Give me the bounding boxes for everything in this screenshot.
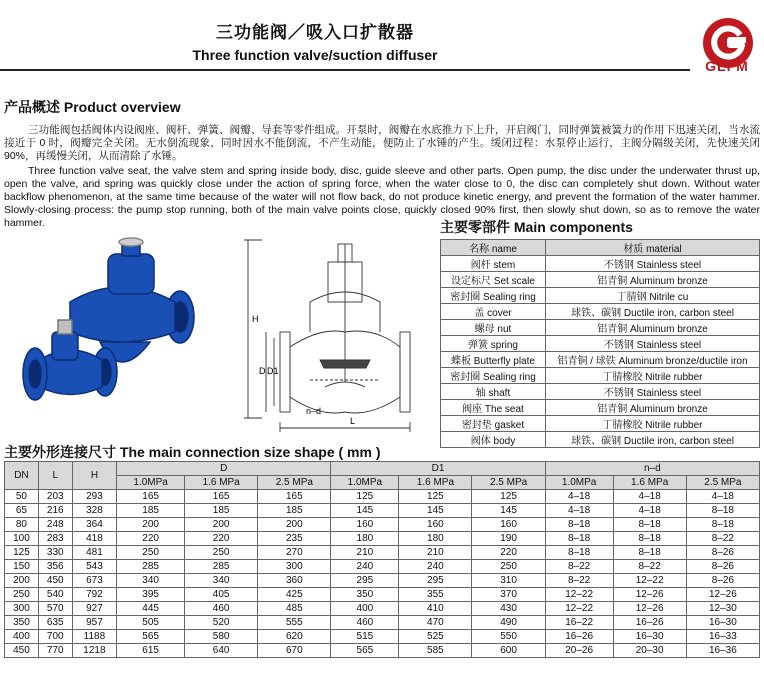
dimension-cell: 470 bbox=[399, 616, 472, 630]
dimension-cell: 210 bbox=[399, 546, 472, 560]
dimension-cell: 8–26 bbox=[686, 560, 759, 574]
dimension-cell: 310 bbox=[472, 574, 545, 588]
dimension-cell: 8–18 bbox=[613, 518, 686, 532]
dimension-cell: 8–22 bbox=[545, 574, 613, 588]
component-row bbox=[441, 400, 760, 416]
dimension-cell: 160 bbox=[472, 518, 545, 532]
pressure-header: 1.0MPa bbox=[117, 476, 185, 490]
dimension-cell: 792 bbox=[72, 588, 116, 602]
dimension-cell: 585 bbox=[399, 644, 472, 658]
dimension-cell: 295 bbox=[331, 574, 399, 588]
dimension-cell: 165 bbox=[258, 490, 331, 504]
logo-text: GLFM bbox=[705, 58, 749, 74]
dimension-cell: 580 bbox=[185, 630, 258, 644]
components-heading: 主要零部件 Main components bbox=[440, 219, 633, 235]
component-material: 丁腈橡胶 Nitrile rubber bbox=[546, 368, 760, 384]
dimension-cell: 165 bbox=[117, 490, 185, 504]
components-col-name: 名称 name bbox=[441, 240, 546, 256]
dimension-cell: 16–30 bbox=[686, 616, 759, 630]
component-row bbox=[441, 256, 760, 272]
dimension-cell: 550 bbox=[472, 630, 545, 644]
dimension-cell: 8–18 bbox=[545, 546, 613, 560]
header-rule bbox=[0, 69, 690, 71]
dimension-row bbox=[5, 644, 760, 658]
dimension-row bbox=[5, 588, 760, 602]
dimension-cell: 12–26 bbox=[686, 588, 759, 602]
dimension-cell: 250 bbox=[185, 546, 258, 560]
component-name: 设定标尺 Set scale bbox=[441, 272, 546, 288]
dimension-cell: 370 bbox=[472, 588, 545, 602]
dimension-cell: 4–18 bbox=[545, 504, 613, 518]
component-row bbox=[441, 384, 760, 400]
dimension-row bbox=[5, 532, 760, 546]
dimension-cell: 330 bbox=[38, 546, 72, 560]
dimension-cell: 4–18 bbox=[545, 490, 613, 504]
dimension-cell: 248 bbox=[38, 518, 72, 532]
dimension-cell: 405 bbox=[185, 588, 258, 602]
dimension-cell: 635 bbox=[38, 616, 72, 630]
component-material: 丁腈橡胶 Nitrile rubber bbox=[546, 416, 760, 432]
dimension-cell: 8–18 bbox=[613, 532, 686, 546]
dimension-cell: 203 bbox=[38, 490, 72, 504]
dimension-cell: 8–22 bbox=[686, 532, 759, 546]
dimension-cell: 16–30 bbox=[613, 630, 686, 644]
component-name: 蝶板 Butterfly plate bbox=[441, 352, 546, 368]
pressure-header: 2.5 MPa bbox=[472, 476, 545, 490]
dimension-cell: 20–26 bbox=[545, 644, 613, 658]
component-row bbox=[441, 416, 760, 432]
component-name: 螺母 nut bbox=[441, 320, 546, 336]
dimension-cell: 8–18 bbox=[545, 518, 613, 532]
component-name: 密封垫 gasket bbox=[441, 416, 546, 432]
dimension-cell: 418 bbox=[72, 532, 116, 546]
label-l: L bbox=[350, 416, 356, 426]
dimensions-table bbox=[4, 461, 760, 658]
component-row bbox=[441, 368, 760, 384]
dimension-cell: 364 bbox=[72, 518, 116, 532]
dimension-cell: 350 bbox=[5, 616, 39, 630]
component-name: 阀体 body bbox=[441, 432, 546, 448]
dimension-cell: 200 bbox=[5, 574, 39, 588]
dimension-cell: 565 bbox=[117, 630, 185, 644]
dimension-cell: 220 bbox=[185, 532, 258, 546]
dimension-cell: 8–26 bbox=[686, 574, 759, 588]
dimension-cell: 615 bbox=[117, 644, 185, 658]
dimension-cell: 570 bbox=[38, 602, 72, 616]
component-material: 球铁、碳钢 Ductile iron, carbon steel bbox=[546, 432, 760, 448]
dimension-cell: 445 bbox=[117, 602, 185, 616]
dimension-cell: 295 bbox=[399, 574, 472, 588]
dimension-cell: 620 bbox=[258, 630, 331, 644]
dimension-cell: 410 bbox=[399, 602, 472, 616]
dimension-cell: 180 bbox=[399, 532, 472, 546]
dimension-cell: 340 bbox=[185, 574, 258, 588]
pressure-header: 1.6 MPa bbox=[399, 476, 472, 490]
dimension-cell: 240 bbox=[399, 560, 472, 574]
dimension-cell: 180 bbox=[331, 532, 399, 546]
dimension-cell: 12–30 bbox=[686, 602, 759, 616]
dimension-cell: 12–26 bbox=[613, 602, 686, 616]
group-nd: n–d bbox=[545, 462, 759, 476]
dimension-cell: 400 bbox=[5, 630, 39, 644]
component-name: 弹簧 spring bbox=[441, 336, 546, 352]
dimension-cell: 150 bbox=[5, 560, 39, 574]
dimension-cell: 250 bbox=[117, 546, 185, 560]
dimension-row bbox=[5, 504, 760, 518]
component-material: 铝青铜 Aluminum bronze bbox=[546, 320, 760, 336]
dimension-cell: 356 bbox=[38, 560, 72, 574]
dimension-cell: 770 bbox=[38, 644, 72, 658]
dimension-cell: 190 bbox=[472, 532, 545, 546]
dimension-cell: 100 bbox=[5, 532, 39, 546]
dimension-cell: 240 bbox=[331, 560, 399, 574]
dimension-cell: 525 bbox=[399, 630, 472, 644]
dimension-cell: 340 bbox=[117, 574, 185, 588]
component-material: 球铁、碳钢 Ductile iron, carbon steel bbox=[546, 304, 760, 320]
dimension-row bbox=[5, 630, 760, 644]
dimension-cell: 8–22 bbox=[545, 560, 613, 574]
dimension-cell: 1218 bbox=[72, 644, 116, 658]
components-col-material: 材质 material bbox=[546, 240, 760, 256]
col-l: L bbox=[38, 462, 72, 490]
dimension-cell: 1188 bbox=[72, 630, 116, 644]
dimension-row bbox=[5, 490, 760, 504]
dimension-cell: 200 bbox=[185, 518, 258, 532]
pressure-header: 1.0MPa bbox=[331, 476, 399, 490]
dimension-cell: 200 bbox=[117, 518, 185, 532]
page-title-cn: 三功能阀／吸入口扩散器 bbox=[216, 23, 414, 43]
dimension-cell: 220 bbox=[117, 532, 185, 546]
dimension-cell: 400 bbox=[331, 602, 399, 616]
dimension-cell: 355 bbox=[399, 588, 472, 602]
dimension-cell: 4–18 bbox=[686, 490, 759, 504]
dimension-cell: 425 bbox=[258, 588, 331, 602]
dimension-cell: 125 bbox=[399, 490, 472, 504]
dimension-cell: 220 bbox=[472, 546, 545, 560]
component-name: 密封圈 Sealing ring bbox=[441, 368, 546, 384]
dimension-cell: 185 bbox=[258, 504, 331, 518]
component-name: 轴 shaft bbox=[441, 384, 546, 400]
group-d: D bbox=[117, 462, 331, 476]
dimension-cell: 80 bbox=[5, 518, 39, 532]
component-row bbox=[441, 336, 760, 352]
component-material: 不锈钢 Stainless steel bbox=[546, 336, 760, 352]
overview-text-cn: 三功能阀包括阀体内设阀座、阀杆、弹簧、阀瓣、导套等零件组成。开泵时，阀瓣在水底推力下上升，开启阀门，同时弹簧被簧力的作用下迅速关闭，当水流接近于 0 时，阀瓣完全关闭。无水倒流现象，同时因水不能倒流，不产生动能，便防止了水锤的产生。缓闭过程：水泵停止运行，主阀分隔级关闭，先快速关闭 90%，再缓慢关闭，从而清除了水锤。 bbox=[4, 124, 760, 162]
dimensions-heading: 主要外形连接尺寸 The main connection size shape ( mm ) bbox=[4, 444, 381, 460]
dimension-cell: 285 bbox=[185, 560, 258, 574]
component-row bbox=[441, 288, 760, 304]
label-h: H bbox=[252, 314, 259, 324]
dimension-cell: 640 bbox=[185, 644, 258, 658]
dimension-cell: 185 bbox=[185, 504, 258, 518]
dimension-cell: 8–18 bbox=[686, 518, 759, 532]
dimension-cell: 8–18 bbox=[545, 532, 613, 546]
dimension-cell: 485 bbox=[258, 602, 331, 616]
dimension-cell: 700 bbox=[38, 630, 72, 644]
dimension-cell: 165 bbox=[185, 490, 258, 504]
dimension-cell: 520 bbox=[185, 616, 258, 630]
page-title-en: Three function valve/suction diffuser bbox=[192, 47, 438, 63]
dimension-cell: 16–26 bbox=[545, 630, 613, 644]
dimension-cell: 250 bbox=[5, 588, 39, 602]
dimension-cell: 540 bbox=[38, 588, 72, 602]
dimension-cell: 12–22 bbox=[545, 602, 613, 616]
col-h: H bbox=[72, 462, 116, 490]
dimension-cell: 328 bbox=[72, 504, 116, 518]
dimension-cell: 957 bbox=[72, 616, 116, 630]
dimension-cell: 4–18 bbox=[613, 490, 686, 504]
component-name: 阀杆 stem bbox=[441, 256, 546, 272]
dimension-cell: 160 bbox=[399, 518, 472, 532]
dimension-cell: 145 bbox=[472, 504, 545, 518]
dimension-cell: 450 bbox=[5, 644, 39, 658]
dimension-cell: 490 bbox=[472, 616, 545, 630]
dimension-cell: 350 bbox=[331, 588, 399, 602]
dimension-cell: 360 bbox=[258, 574, 331, 588]
component-name: 阀座 The seat bbox=[441, 400, 546, 416]
dimension-cell: 216 bbox=[38, 504, 72, 518]
dimension-cell: 4–18 bbox=[613, 504, 686, 518]
dimension-cell: 285 bbox=[117, 560, 185, 574]
dimension-cell: 210 bbox=[331, 546, 399, 560]
component-row bbox=[441, 272, 760, 288]
col-dn: DN bbox=[5, 462, 39, 490]
dimension-cell: 8–22 bbox=[613, 560, 686, 574]
component-row bbox=[441, 352, 760, 368]
component-name: 密封圈 Sealing ring bbox=[441, 288, 546, 304]
dimension-cell: 16–33 bbox=[686, 630, 759, 644]
component-name: 盖 cover bbox=[441, 304, 546, 320]
component-row bbox=[441, 304, 760, 320]
overview-text-en: Three function valve seat, the valve stem and spring inside body, disc, guide sleeve and other parts. Open pump, the disc under the underwater thrust up, open the valve, and spring was quickly close under the action of spring force, when the water close to 0, the disc can completely shut down. Without water backflow phenomenon, at the same time because of the water will not flow back, do not produce kinetic energy, and prevent the formation of the water hammer. Slowly-closing process: the pump stop running, both of the main valve points close, quickly closed 90% first, then slowly shut down, so as to remove the water hammer. bbox=[4, 165, 760, 229]
dimension-row bbox=[5, 560, 760, 574]
dimension-cell: 125 bbox=[5, 546, 39, 560]
dimension-cell: 515 bbox=[331, 630, 399, 644]
pressure-header: 2.5 MPa bbox=[686, 476, 759, 490]
pressure-header: 1.6 MPa bbox=[613, 476, 686, 490]
pressure-header: 1.0MPa bbox=[545, 476, 613, 490]
dimension-cell: 565 bbox=[331, 644, 399, 658]
component-material: 铝青铜 / 球铁 Aluminum bronze/ductile iron bbox=[546, 352, 760, 368]
dimension-cell: 460 bbox=[185, 602, 258, 616]
dimension-cell: 8–18 bbox=[613, 546, 686, 560]
component-row bbox=[441, 320, 760, 336]
valve-photo bbox=[10, 232, 210, 438]
dimension-cell: 270 bbox=[258, 546, 331, 560]
dimension-row bbox=[5, 616, 760, 630]
component-material: 铝青铜 Aluminum bronze bbox=[546, 272, 760, 288]
dimension-cell: 235 bbox=[258, 532, 331, 546]
dimension-cell: 200 bbox=[258, 518, 331, 532]
pressure-header: 1.6 MPa bbox=[185, 476, 258, 490]
dimension-row bbox=[5, 602, 760, 616]
dimension-cell: 300 bbox=[258, 560, 331, 574]
dimension-cell: 300 bbox=[5, 602, 39, 616]
dimension-cell: 16–36 bbox=[686, 644, 759, 658]
dimension-cell: 145 bbox=[399, 504, 472, 518]
dimension-cell: 460 bbox=[331, 616, 399, 630]
dimension-cell: 543 bbox=[72, 560, 116, 574]
dimension-cell: 16–22 bbox=[545, 616, 613, 630]
dimension-cell: 160 bbox=[331, 518, 399, 532]
dimension-cell: 600 bbox=[472, 644, 545, 658]
dimension-cell: 20–30 bbox=[613, 644, 686, 658]
dimension-cell: 125 bbox=[331, 490, 399, 504]
dimension-cell: 283 bbox=[38, 532, 72, 546]
dimension-cell: 8–18 bbox=[686, 504, 759, 518]
dimension-cell: 12–26 bbox=[613, 588, 686, 602]
component-material: 不锈钢 Stainless steel bbox=[546, 384, 760, 400]
label-d1: D1 bbox=[267, 366, 279, 376]
dimension-row bbox=[5, 574, 760, 588]
component-row bbox=[441, 432, 760, 448]
dimension-cell: 12–22 bbox=[613, 574, 686, 588]
group-d1: D1 bbox=[331, 462, 545, 476]
dimension-cell: 12–22 bbox=[545, 588, 613, 602]
dimension-cell: 481 bbox=[72, 546, 116, 560]
dimension-cell: 555 bbox=[258, 616, 331, 630]
overview-heading: 产品概述 Product overview bbox=[4, 99, 181, 115]
component-material: 丁腈钢 Nitrile cu bbox=[546, 288, 760, 304]
dimension-cell: 8–26 bbox=[686, 546, 759, 560]
large-valve-image bbox=[70, 238, 194, 362]
dimension-cell: 670 bbox=[258, 644, 331, 658]
dimension-cell: 16–26 bbox=[613, 616, 686, 630]
dimension-cell: 395 bbox=[117, 588, 185, 602]
dimension-cell: 430 bbox=[472, 602, 545, 616]
dimension-row bbox=[5, 546, 760, 560]
dimension-cell: 50 bbox=[5, 490, 39, 504]
component-material: 不锈钢 Stainless steel bbox=[546, 256, 760, 272]
label-d: D bbox=[259, 366, 266, 376]
dimension-cell: 927 bbox=[72, 602, 116, 616]
dimension-cell: 250 bbox=[472, 560, 545, 574]
valve-technical-drawing bbox=[240, 232, 440, 438]
dimension-cell: 450 bbox=[38, 574, 72, 588]
label-nd: n–d bbox=[306, 406, 322, 416]
dimension-row bbox=[5, 518, 760, 532]
component-material: 铝青铜 Aluminum bronze bbox=[546, 400, 760, 416]
dimension-cell: 185 bbox=[117, 504, 185, 518]
pressure-header: 2.5 MPa bbox=[258, 476, 331, 490]
dimension-cell: 65 bbox=[5, 504, 39, 518]
dimension-cell: 293 bbox=[72, 490, 116, 504]
dimension-cell: 145 bbox=[331, 504, 399, 518]
dimension-cell: 125 bbox=[472, 490, 545, 504]
components-table bbox=[440, 239, 760, 448]
dimension-cell: 673 bbox=[72, 574, 116, 588]
dimension-cell: 505 bbox=[117, 616, 185, 630]
